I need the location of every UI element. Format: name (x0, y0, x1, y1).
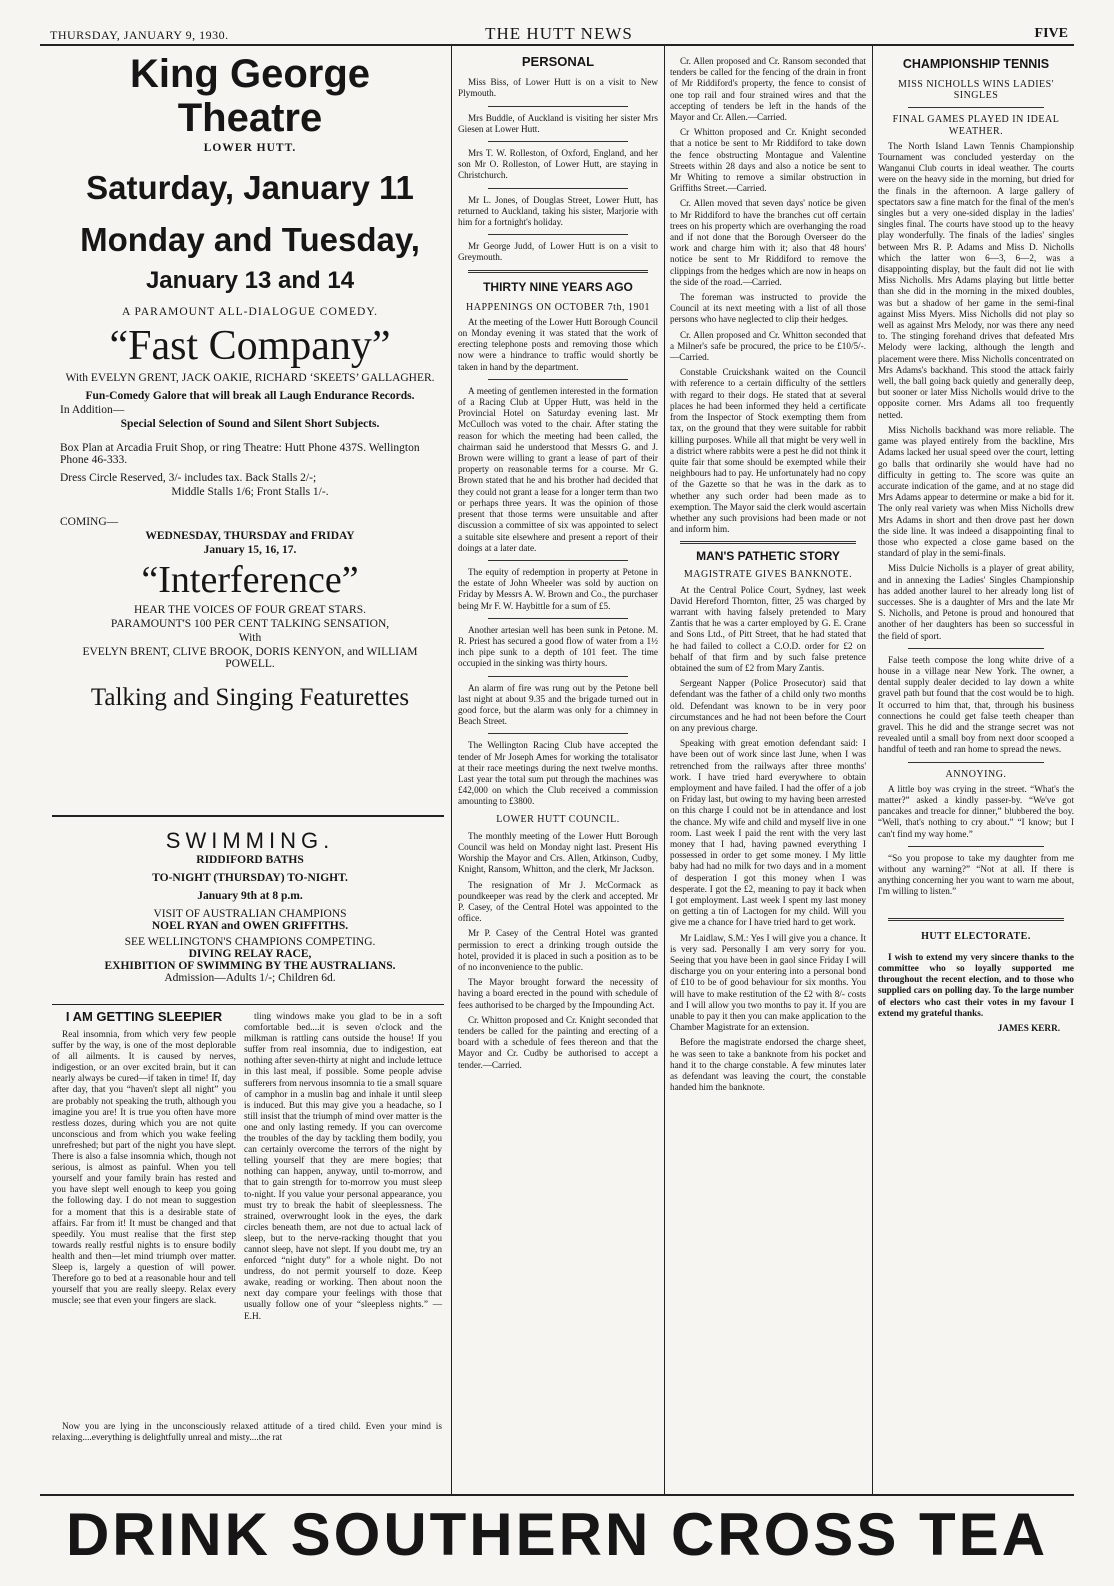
thirtynine-paragraph: At the meeting of the Lower Hutt Borough Council on Monday evening it was stated that the work of erecting telephone posts and removing those which now were a hindrance to traffic would shortly be taken in hand by the department. (458, 316, 658, 372)
theatre-location: LOWER HUTT. (203, 142, 297, 154)
pathetic-subtitle: MAGISTRATE GIVES BANKNOTE. (683, 569, 853, 581)
council-subtitle: LOWER HUTT COUNCIL. (496, 813, 620, 825)
personal-item: Mrs T. W. Rolleston, of Oxford, England, and her son Mr O. Rolleston, of Lower Hutt, are staying in Christchurch. (458, 148, 658, 181)
pathetic-paragraph: At the Central Police Court, Sydney, last week David Hereford Thornton, fitter, 25 was charged by warrant with having falsely pretended to Mary Zantis that he was a carter employed by G. E. Crane and Sons Ltd., of Pitt Street, that he had stated that he had failed to collect a C.O.D. order for £2 on behalf of that firm and by such false pretence obtained the sum of £2 from Mary Zantis. (670, 584, 866, 673)
advert-divider (52, 815, 444, 817)
personal-item: Miss Biss, of Lower Hutt is on a visit to New Plymouth. (458, 77, 658, 99)
theatre-name: King George Theatre (129, 52, 371, 140)
date-monday: Monday and Tuesday, (80, 221, 420, 258)
teeth-paragraph: False teeth compose the long white drive of a house in a village near New York. The owner, a dental supply dealer decided to lay down a white gravel path but found that the cost would be to high. It occurred to him that, that, through his business connections he could get false teeth cheaper than gravel. This he did and the strange secret was not revealed until a small boy from next door scooped a handful of teeth and ran home to spread the news. (878, 654, 1074, 755)
genre: A PARAMOUNT ALL-DIALOGUE COMEDY. (121, 306, 379, 318)
council-paragraph: Constable Cruickshank waited on the Council with reference to a certain difficulty of the settlers with regard to their dogs. He stated that at several places he had been informed they held a certificate from the Inspector of Stock exempting them from tax, on the ground that they were suitable for rabbit killing purposes. While all that might be very well in a district where rabbits were a pest he did not think it quite fair that some should be exempted while their neighbours had to pay. He unfortunately had no copy of the Gazette so that he was in the dark as to whether any such order had been made as to exemption. The Mayor said the clerk would ascertain whether any such provisions had been made or not and inform him. (670, 367, 866, 535)
thirtynine-paragraph: Another artesian well has been sunk in Petone. M. R. Priest has secured a good flow of water from a 1½ inch pipe sunk to a depth of 101 feet. The time occupied in the sinking was thirty hours. (458, 624, 658, 669)
column-3 (670, 56, 866, 1097)
council-paragraph: Cr Whitton proposed and Cr. Knight seconded that a notice be sent to Mr Riddiford to take down the fence obstructing Montague and Valentine Streets within 28 days and also a notice be sent to Mr Whiting to remove a similar obstruction in Griffiths Street.—Carried. (670, 127, 866, 194)
column-rule-3 (872, 46, 873, 1494)
tennis-paragraph: Miss Dulcie Nicholls is a player of great ability, and in annexing the Ladies' Singles Championship has added another laurel to her already long list of successes. She is a daughter of Mrs and the late Mr S. Nicholls, and Petone is proud and honoured that another of her daughters has been so successful in the field of sport. (878, 563, 1074, 641)
swimming-advert (60, 828, 440, 984)
hear: HEAR THE VOICES OF FOUR GREAT STARS. (134, 604, 366, 616)
council-paragraph: Cr. Allen proposed and Cr. Whitton seconded that a Milner's safe be procured, the price to be £10/5/-.—Carried. (670, 329, 866, 363)
swimming-visit: VISIT OF AUSTRALIAN CHAMPIONS (153, 908, 347, 920)
sleepier-column-2 (244, 1012, 442, 1327)
masthead-rule (40, 44, 1074, 46)
thirtynine-title: THIRTY NINE YEARS AGO (483, 279, 633, 294)
column-2 (458, 56, 658, 1075)
electorate-signature: JAMES KERR. (997, 1023, 1060, 1034)
personal-item: Mr L. Jones, of Douglas Street, Lower Hutt, has returned to Auckland, taking his sister, Marjorie with him for a fortnight's holiday. (458, 194, 658, 228)
with-label: With (238, 632, 262, 644)
sleepier-text-c: tling windows make you glad to be in a soft comfortable bed....it is seven o'clock and the milkman is rattling cans outside the house! If you suffer from real insomnia, due to indigestion, eat nothing after seven-thirty at night and include lettuce in this last meal, if possible. Some people advise sufferers from nervous insomnia to tie a small square of camphor in a muslin bag and inhale it until sleep is induced. But this may give you a headache, so I still insist that the triumph of mind over matter is the one and only lasting remedy. If you can overcome the troubles of the day by tackling them bodily, you can certainly overcome the terrors of the night by telling yourself that they are mere bogies; that nothing can happen, anyway, until to-morrow, and that to gain strength for to-morrow you must sleep to-night. If you value your personal appearance, you must try to break the habit of sleeplessness. The strained, overwrought look in the eyes, the dark circles beneath them, are not due to actual lack of sleep, but to the nerve-racking thought that you cannot sleep, have not slept. If you doubt me, try an enforced “night duty” for a whole night. Do not undress, do not permit yourself to doze. Keep awake, reading or working. Then about noon the next day compare your feelings with those that usually follow one of your “sleepless nights.” —E.H. (244, 1012, 442, 1322)
swimming-see: SEE WELLINGTON'S CHAMPIONS COMPETING. (124, 936, 376, 948)
date-saturday: Saturday, January 11 (86, 169, 414, 206)
tea-banner: DRINK SOUTHERN CROSS TEA (65, 1501, 1049, 1568)
tagline: Fun-Comedy Galore that will break all Laugh Endurance Records. (85, 390, 415, 402)
theatre-advert (60, 52, 440, 714)
thirtynine-subtitle: HAPPENINGS ON OCTOBER 7th, 1901 (466, 301, 650, 313)
date-january: January 13 and 14 (145, 267, 355, 294)
addition: Special Selection of Sound and Silent Short Subjects. (120, 418, 380, 430)
column-rule-2 (664, 46, 665, 1494)
thirtynine-paragraph: Cr. Whitton proposed and Cr. Knight seconded that tenders be called for the painting and erecting of a board with a schedule of fees thereon and that the Mayor and Cr. Cudby be authorised to accept a tender.—Carried. (458, 1014, 658, 1070)
addition-label: In Addition— (60, 404, 125, 416)
column-4 (878, 56, 1074, 1034)
swimming-divider (52, 1004, 444, 1005)
swimming-names: NOEL RYAN and OWEN GRIFFITHS. (151, 920, 349, 932)
thirtynine-paragraph: An alarm of fire was rung out by the Petone bell last night at about 9.35 and the brigade turned out in good force, but the alarm was only for a chimney in Beach Street. (458, 682, 658, 727)
issue-date: THURSDAY, JANUARY 9, 1930. (50, 28, 229, 42)
council-paragraph: Cr. Allen moved that seven days' notice be given to Mr Riddiford to have the branches cut off certain trees on his property which are overhanging the road and if not done that the Borough Overseer do the work and charge him with it; also that 48 hours' notice be sent to Mr Riddiford to remove the clippings from the hedges which are now in heaps on the side of the road.—Carried. (670, 198, 866, 287)
swimming-venue: RIDDIFORD BATHS (196, 854, 304, 866)
thirtynine-paragraph: The Mayor brought forward the necessity of having a board erected in the pound with schedule of fees authorised to be charged by the Impounding Act. (458, 977, 658, 1010)
cast: With EVELYN GRENT, JACK OAKIE, RICHARD ‘SKEETS’ GALLAGHER. (65, 372, 435, 384)
pathetic-paragraph: Mr Laidlaw, S.M.: Yes I will give you a chance. It is very sad. Personally I am very sorry for you. Seeing that you have been in gaol since Friday I will discharge you on your entering into a personal bond of £10 to be of good behaviour for six months. You will have to make restitution of the £2 with 8/- costs and I will allow you two months to pay it. If you are unable to pay it then you can make application to the Chamber Magistrate for an extension. (670, 932, 866, 1033)
swimming-title: SWIMMING. (165, 828, 335, 853)
electorate-title: HUTT ELECTORATE. (921, 930, 1031, 942)
swimming-admission: Admission—Adults 1/-; Children 6d. (164, 972, 336, 984)
personal-item: Mr George Judd, of Lower Hutt is on a visit to Greymouth. (458, 241, 658, 263)
featurettes: Talking and Singing Featurettes (90, 684, 410, 711)
swimming-date: January 9th at 8 p.m. (197, 890, 303, 902)
film-title-2: “Interference” (141, 559, 359, 601)
masthead (50, 22, 1068, 42)
annoying-paragraph: A little boy was crying in the street. “What's the matter?” asked a kindly passer-by. “We've got pancakes and treacle for dinner,” blubbered the boy. “Well, that's nothing to cry about.” “I know; but I can't find my way home.” (878, 783, 1074, 839)
sleepier-title: I AM GETTING SLEEPIER (65, 1009, 223, 1024)
coming-dates: WEDNESDAY, THURSDAY and FRIDAY (145, 530, 355, 542)
council-paragraph: Cr. Allen proposed and Cr. Ransom seconded that tenders be called for the fencing of the drain in front of Mr Riddiford's property, the fence to consist of one top rail and four strained wires and that the accepting of tenders be left in the hands of the Mayor and Cr. Allen.—Carried. (670, 56, 866, 123)
electorate-paragraph: I wish to extend my very sincere thanks to the committee who so loyally supported me throughout the recent election, and to those who supplied cars on polling day. To the large number of electors who cast their votes in my favour I extend my grateful thanks. (878, 951, 1074, 1018)
film-title: “Fast Company” (109, 323, 391, 369)
sleepier-text-a: Real insomnia, from which very few people suffer by the way, is one of the most deplorable of all ailments. It is caused by nerves, indigestion, or an over excited brain, but it can nearly always be cured—if taken in time! If, day after day, that you “haven't slept all night” you are probably not speaking the truth, although you imagine you are! It is true you often have more restless dozes, during which you are not quite unconscious and from which you wake feeling unrefreshed; but part of the night you have slept. There is also a false insomnia which, though not serious, is almost as painful. When you tell yourself and your family brain has rested and you have slept well enough to keep you going the following day. I do not mean to suggestion for a moment that this is a desirable state of affairs. Far from it! It must be changed and that speedily. You must realise that the first step towards really restful nights is to ensure bodily health and then—let mind triumph over matter. Sleep is, largely a question of will power. Therefore go to bed at a reasonable hour and tell yourself that you are really sleepy. Relax every muscle; see that even your fingers are slack. (52, 1030, 236, 1307)
prices-1: Dress Circle Reserved, 3/- includes tax. Back Stalls 2/-; (60, 472, 317, 484)
sleepier-text-b: Now you are lying in the unconsciously relaxed attitude of a tired child. Even your mind is relaxing....everything is delightfully unreal and misty....the rat (52, 1422, 442, 1444)
paper-title: THE HUTT NEWS (485, 24, 633, 43)
thirtynine-paragraph: The Wellington Racing Club have accepted the tender of Mr Joseph Ames for working the totalisator at their race meetings during the next twelve months. Last year the total sum put through the machines was £42,000 on which the Club received a commission amounting to £3800. (458, 740, 658, 807)
daughter-paragraph: “So you propose to take my daughter from me without any warning?” “Not at all. If there is anything concerning her you want to warn me about, I'm willing to listen.” (878, 852, 1074, 897)
tennis-paragraph: Miss Nicholls backhand was more reliable. The game was played entirely from the backline, Mrs Adams lacked her usual speed over the court, letting go balls that ordinarily she would have had no difficulty in getting to. The score was quite an accurate indication of the game, and at no stage did Mrs Adams appear to determine or make a bid for it. The only real variety was when Miss Nicholls drew Mrs Adams in short and then drove past her down the side line. It was indeed a disappointing final to those who expected a close game based on the standard of play in the semi-finals. (878, 424, 1074, 559)
thirtynine-paragraph: The monthly meeting of the Lower Hutt Borough Council was held on Monday night last. Present His Worship the Mayor and Crs. Allen, Atkinson, Cudby, Knight, Ransom, Whitton, and the clerk, Mr Jackson. (458, 830, 658, 875)
thirtynine-paragraph: Mr P. Casey of the Central Hotel was granted permission to erect a drinking trough outside the hotel, provided it is placed in such a position as to be of no inconvenience to the public. (458, 928, 658, 972)
personal-item: Mrs Buddle, of Auckland is visiting her sister Mrs Giesen at Lower Hutt. (458, 112, 658, 134)
tennis-paragraph: The North Island Lawn Tennis Championship Tournament was concluded yesterday on the Wanganui Club courts in ideal weather. The courts were on the heavy side in the morning, but dried for the finals in the afternoon. A large gallery of spectators saw a fine match for the final of the men's singles but a very one-sided display in the ladies' singles final. The courts have stood up to the heavy play wonderfully. The finals of the ladies' singles between Mrs R. P. Adams and Miss D. Nicholls which the latter won 6—3, 6—2, was a disappointing display, but the fault did not lie with Miss Nicholls. Mrs Adams playing but little better than she did in the morning in the mixed doubles, was but a shadow of her game in the semi-final against Miss Myers. Miss Nicholls did not play so well as against Mrs Melody, nor was there any need to. The stinging forehand drives that defeated Mrs Melody were lacking, although the length and placement were there. Miss Nicholls concentrated on Mrs Adams's backhand. This stood the attack fairly well, the ball going back quietly and generally deep, but sooner or later Miss Nicholls would drive to the opposite corner. Mrs Adams all too frequently netted. (878, 140, 1074, 420)
pathetic-paragraph: Speaking with great emotion defendant said: I have been out of work since last June, when I was retrenched from the railways after three months' work. I have tried hard everywhere to obtain employment and have failed. I had the offer of a job on Friday last, but owing to my having been arrested on this charge I could not be in attendance and lost the chance. My wife and child and myself live in one room. Last week I paid the rent with the very last money that I had, having pawned everything I possessed in order to get some money. I My little baby had had no milk for two days and in a moment of desperation I got this money when I was desperate. I got the £2, meaning to pay it back when I got employment. Last week I spent my last money on getting a tin of Lactogen for my child. Will you give me a chance for I have tried hard to get work. (670, 738, 866, 928)
prices-2: Middle Stalls 1/6; Front Stalls 1/-. (171, 486, 329, 498)
tennis-title: CHAMPIONSHIP TENNIS (902, 57, 1050, 71)
sleepier-continuation (52, 1422, 442, 1448)
personal-title: PERSONAL (521, 54, 595, 69)
swimming-events: DIVING RELAY RACE, (188, 948, 312, 960)
tennis-subtitle-2: FINAL GAMES PLAYED IN IDEAL WEATHER. (892, 114, 1060, 137)
sleepier-article (52, 1010, 236, 1311)
coming-label: COMING— (60, 516, 119, 528)
thirtynine-paragraph: The resignation of Mr J. McCormack as poundkeeper was read by the clerk and accepted. Mr P. Casey, of the Central Hotel was appointed to the office. (458, 879, 658, 924)
sensation: PARAMOUNT'S 100 PER CENT TALKING SENSATION, (110, 618, 390, 630)
cast-2: EVELYN BRENT, CLIVE BROOK, DORIS KENYON, and WILLIAM POWELL. (82, 646, 418, 670)
coming-dates-2: January 15, 16, 17. (203, 544, 297, 556)
annoying-title: ANNOYING. (945, 768, 1007, 780)
box-plan: Box Plan at Arcadia Fruit Shop, or ring Theatre: Hutt Phone 437S. Wellington Phone 46-333. (60, 442, 420, 466)
pathetic-paragraph: Sergeant Napper (Police Prosecutor) said that defendant was the father of a child only two months old. Defendant was known to be in very poor circumstances and he had not been before the Court on any previous charge. (670, 678, 866, 733)
thirtynine-paragraph: The equity of redemption in property at Petone in the estate of John Wheeler was sold by auction on Friday by Messrs A. W. Brown and Co., the purchaser being Mr F. W. Haybittle for a sum of £5. (458, 566, 658, 611)
column-rule-1 (451, 46, 452, 1494)
tennis-subtitle-1: MISS NICHOLLS WINS LADIES' SINGLES (897, 79, 1054, 102)
pathetic-title: MAN'S PATHETIC STORY (696, 549, 840, 564)
pathetic-paragraph: Before the magistrate endorsed the charge sheet, he was seen to take a banknote from his pocket and hand it to the charge constable. A few minutes later as defendant was leaving the court, the constable handed him the banknote. (670, 1037, 866, 1093)
council-paragraph: The foreman was instructed to provide the Council at its next meeting with a list of all those persons who have neglected to clip their hedges. (670, 292, 866, 325)
thirtynine-paragraph: A meeting of gentlemen interested in the formation of a Racing Club at Upper Hutt, was held in the Provincial Hotel on Saturday evening last. Mr McCulloch was voted to the chair. After stating the reason for which the meeting had been called, the chairman said he understood that Messrs G. and J. Brown were willing to grant a lease of part of their property on reasonable terms for a course. Mr G. Brown stated that he and his brother had decided that they could not grant a lease for a longer term than two or perhaps three years. It was the opinion of those present that those terms were unsuitable and after discussion a committee of six was appointed to select a suitable site elsewhere and present a report of their doings at a later date. (458, 385, 658, 553)
swimming-exhibition: EXHIBITION OF SWIMMING BY THE AUSTRALIANS. (104, 960, 396, 972)
page-number: FIVE (1034, 26, 1068, 41)
swimming-tonight: TO-NIGHT (THURSDAY) TO-NIGHT. (152, 872, 348, 884)
banner-rule (40, 1494, 1074, 1496)
